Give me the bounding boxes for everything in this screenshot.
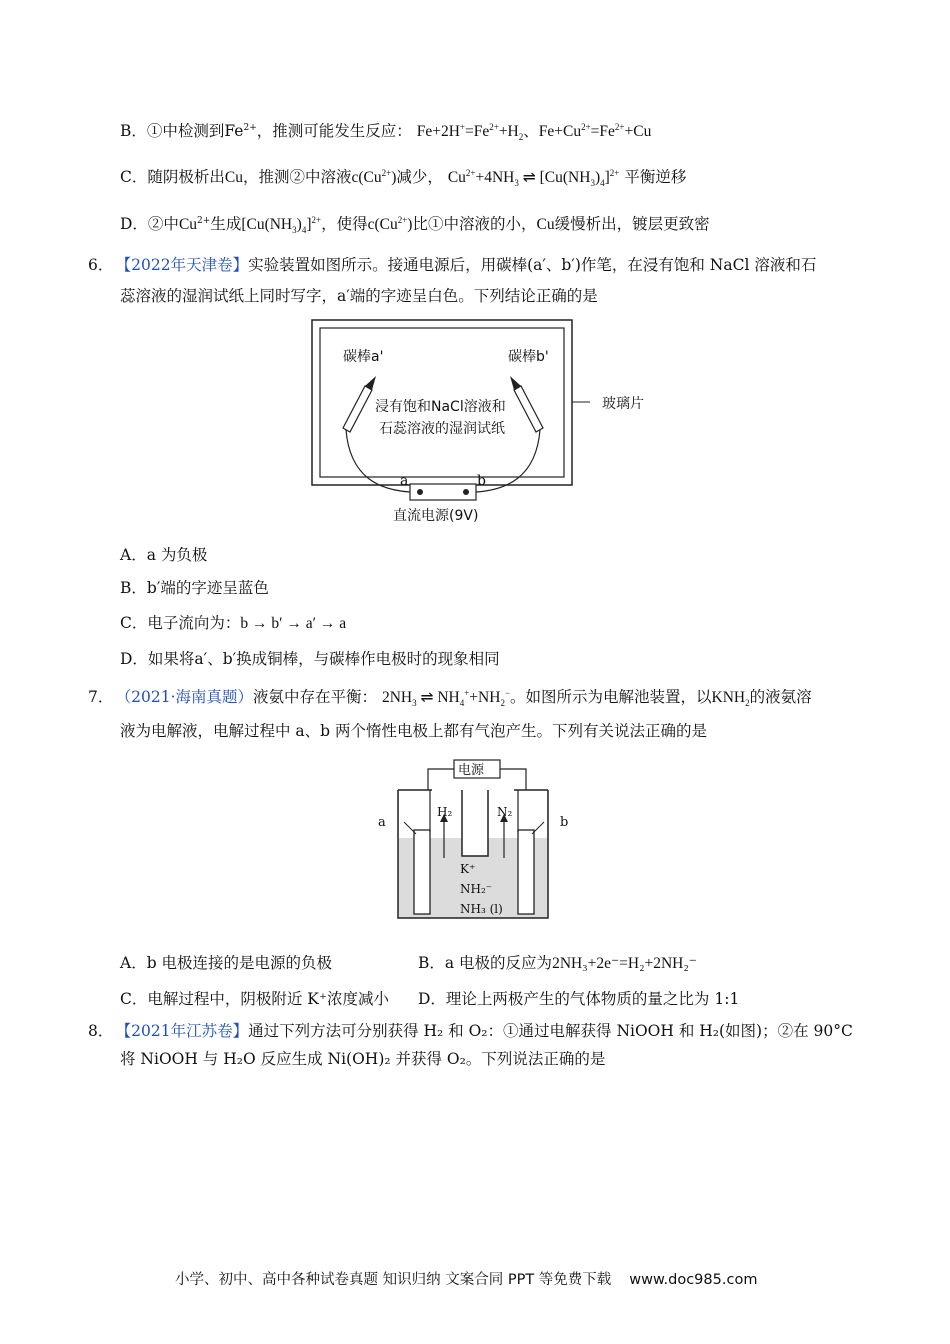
wire-left (428, 769, 454, 790)
q7-knh-sub: 2 (745, 698, 750, 709)
q7-eq3: +NH (469, 689, 501, 706)
q7-option-c: C．电解过程中，阴极附近 K⁺浓度减小 (120, 990, 390, 1008)
q5-optd-cplx-sup: 2+ (311, 214, 322, 225)
q6-stem-text1: 实验装置如图所示。接通电源后，用碳棒(a′、b′)作笔，在浸有饱和 NaCl 溶液和石 (248, 256, 817, 274)
carbon-rod-a-icon (343, 376, 376, 432)
q5-optb-eq3: +H (498, 123, 519, 140)
q5-optd-conc (368, 216, 413, 233)
terminal-a-icon (417, 489, 423, 495)
label-power-source: 直流电源(9V) (393, 508, 479, 524)
q5-optb-eq-sup1: + (459, 121, 465, 132)
q8-source-tag: 【2021年江苏卷】 (123, 1022, 249, 1040)
terminal-b-icon (463, 489, 469, 495)
q5-option-d (120, 213, 710, 236)
q5-optb-eq6: +Cu (624, 123, 652, 140)
q6-stem-text2: 蕊溶液的湿润试纸上同时写字，a′端的字迹呈白色。下列结论正确的是 (120, 287, 598, 305)
q5-optb-eq2: =Fe (464, 123, 490, 140)
label-h2: H₂ (437, 805, 453, 819)
q5-optd-conc-sup: 2+ (397, 214, 408, 225)
divider-partition (462, 790, 488, 856)
q5-optb-eq1: Fe+2H (416, 123, 460, 140)
label-paper-line2: 石蕊溶液的湿润试纸 (379, 421, 505, 437)
q5-optc-text2: ，推测②中溶液 (242, 168, 352, 186)
q5-optc-text4: 平衡逆移 (624, 168, 687, 186)
q5-optb-eq-sup4: 2+ (614, 121, 625, 132)
q6-optc-label: C．电子流向为： (120, 614, 241, 632)
q5-optc-equation (447, 167, 620, 189)
label-power-source: 电源 (458, 763, 485, 778)
q5-optd-cplx3: ] (306, 216, 312, 233)
q8-stem-text1: 通过下列方法可分别获得 H₂ 和 O₂：①通过电解获得 NiOOH 和 H₂(如图)；②在 90°C (248, 1022, 853, 1040)
q6-stem-line1 (88, 254, 816, 276)
q7-equilibrium (381, 687, 511, 709)
label-terminal-a: a (400, 473, 409, 489)
label-paper-line1: 浸有饱和NaCl溶液和 (375, 399, 506, 415)
q6-option-d: D．如果将a′、b′换成铜棒，与碳棒作电极时的现象相同 (120, 650, 500, 668)
q5-optb-eq-sup3: 2+ (581, 121, 591, 132)
q7-option-d: D．理论上两极产生的气体物质的量之比为 1:1 (418, 990, 740, 1008)
q5-optb-eq5: =Fe (590, 123, 615, 140)
q5-optd-cplx-sub2: 4 (301, 225, 307, 236)
q5-optd-complex (241, 214, 322, 236)
q5-optc-eq-sub2: 3 (590, 178, 595, 189)
label-rod-b: 碳棒b' (508, 349, 549, 365)
q7-stem1b: 。如图所示为电解池装置，以 (510, 688, 712, 706)
q8-number: 8． (88, 1022, 114, 1040)
q5-option-c (120, 166, 686, 189)
q5-optc-eq1: Cu (447, 169, 466, 186)
q5-optc-eq3: ⇌ (522, 169, 536, 186)
q5-optc-eq-sub: 3 (514, 178, 519, 189)
label-electrode-a: a (378, 815, 386, 830)
q6-optc-eq: b → b′ → a′ → a (240, 615, 347, 632)
q7-eq-sub3: 2 (500, 698, 505, 709)
q5-optc-eq2: +4NH (475, 169, 515, 186)
q6-option-a: A．a 为负极 (120, 546, 208, 564)
q7-knh2 (711, 689, 750, 709)
q7-stem-line2: 液为电解液，电解过程中 a、b 两个惰性电极上都有气泡产生。下列有关说法正确的是 (120, 722, 708, 740)
q6-option-b: B．b′端的字迹呈蓝色 (120, 579, 269, 597)
electrode-a-icon (414, 830, 430, 914)
q5-optb-text: ，推测可能发生反应： (256, 122, 412, 140)
wire-right (500, 769, 526, 790)
q7-option-a: A．b 电极连接的是电源的负极 (120, 954, 333, 972)
q7-stem-line1 (88, 686, 812, 709)
q5-optb-eq-sup2: 2+ (489, 121, 499, 132)
q7-eq-sub1: 3 (412, 698, 417, 709)
q6-option-c (120, 612, 346, 635)
electrode-b-icon (518, 830, 534, 914)
page-footer (175, 1268, 757, 1289)
q5-option-b (120, 120, 651, 143)
q5-optd-label: D．②中 (120, 215, 179, 233)
q5-optc-eq-sub3: 4 (600, 178, 605, 189)
label-electrode-b: b (560, 815, 569, 830)
q7-optb-eq: 2NH₃+2e⁻=H₂+2NH₂⁻ (552, 955, 697, 972)
q7-source-tag: （2021·海南真题） (123, 688, 253, 706)
q5-optb-eq4: 、Fe+Cu (523, 123, 582, 140)
q8-stem-line1 (88, 1020, 853, 1042)
q5-optc-eq6: ] (604, 169, 610, 186)
q7-eq-sup2: + (464, 687, 470, 698)
label-rod-a: 碳棒a' (343, 349, 384, 365)
q6-source-tag: 【2022年天津卷】 (123, 256, 249, 274)
q5-optd-cu: Cu (178, 216, 198, 233)
label-n2: N₂ (497, 805, 513, 819)
q7-stem1c: 的液氨溶 (749, 688, 812, 706)
q7-eq-sub2: 4 (459, 698, 465, 709)
q7-optb-label: B．a 电极的反应为 (418, 954, 553, 972)
q5-optc-label: C．随阴极析出 (120, 168, 225, 186)
q7-option-b (418, 952, 697, 975)
q6-stem-line2 (120, 285, 598, 307)
q7-eq-sup3: − (504, 687, 511, 698)
q5-optd-text3: ，使得 (321, 215, 368, 233)
footer-text: 小学、初中、高中各种试卷真题 知识归纳 文案合同 PPT 等免费下载 (175, 1272, 612, 1288)
carbon-rod-b-icon (510, 376, 543, 432)
q5-optd-conc-a: c(Cu (367, 216, 398, 233)
q5-optb-eq-sub: 2 (518, 132, 524, 143)
label-ion-k: K⁺ (460, 862, 476, 876)
q5-optd-text2: 生成 (210, 215, 242, 233)
q5-optc-eq-sup: 2+ (465, 167, 476, 178)
q5-optc-eq4: [Cu(NH (539, 169, 591, 186)
q5-optd-cplx2: ) (296, 216, 302, 233)
q8-stem-line2: 将 NiOOH 与 H₂O 反应生成 Ni(OH)₂ 并获得 O₂。下列说法正确的是 (120, 1050, 606, 1068)
q5-optd-text4: 比①中溶液的小， (412, 215, 537, 233)
q5-optd-cplx1: [Cu(NH (241, 216, 293, 233)
q5-optc-conc-end: ) (391, 169, 397, 186)
footer-url[interactable]: www.doc985.com (629, 1272, 758, 1288)
label-nh3-liquid: NH₃ (l) (460, 902, 503, 916)
q5-optc-text3: 减少， (396, 168, 443, 186)
q7-number: 7． (88, 688, 114, 706)
q5-optd-cu2: Cu (536, 216, 555, 233)
q5-optd-text5: 缓慢析出，镀层更致密 (554, 215, 710, 233)
q5-optb-equation (416, 121, 652, 143)
q7-eq1: 2NH (381, 689, 413, 706)
q5-optd-cplx-sub: 3 (292, 225, 297, 236)
label-ion-nh2: NH₂⁻ (460, 882, 493, 896)
q6-number: 6． (88, 256, 114, 274)
label-terminal-b: b (477, 473, 486, 489)
q5-optd-conc-end: ) (407, 216, 413, 233)
q5-optb-sup: 2+ (243, 122, 257, 133)
q7-stem1a: 液氨中存在平衡： (253, 688, 378, 706)
q5-optc-conc (351, 169, 396, 186)
label-glass: 玻璃片 (602, 396, 644, 412)
q5-optd-cu-sup: 2+ (197, 215, 211, 226)
q5-optc-conc-a: c(Cu (351, 169, 382, 186)
q5-optc-cu: Cu (224, 169, 243, 186)
q7-knh: KNH (711, 689, 746, 706)
q5-optc-eq5: ) (594, 169, 601, 186)
q5-optc-conc-sup: 2+ (381, 167, 392, 178)
q5-optc-eq-sup2: 2+ (609, 167, 620, 178)
q7-eq2: ⇌ NH (416, 689, 460, 706)
q5-optb-label: B．①中检测到Fe (120, 122, 244, 140)
